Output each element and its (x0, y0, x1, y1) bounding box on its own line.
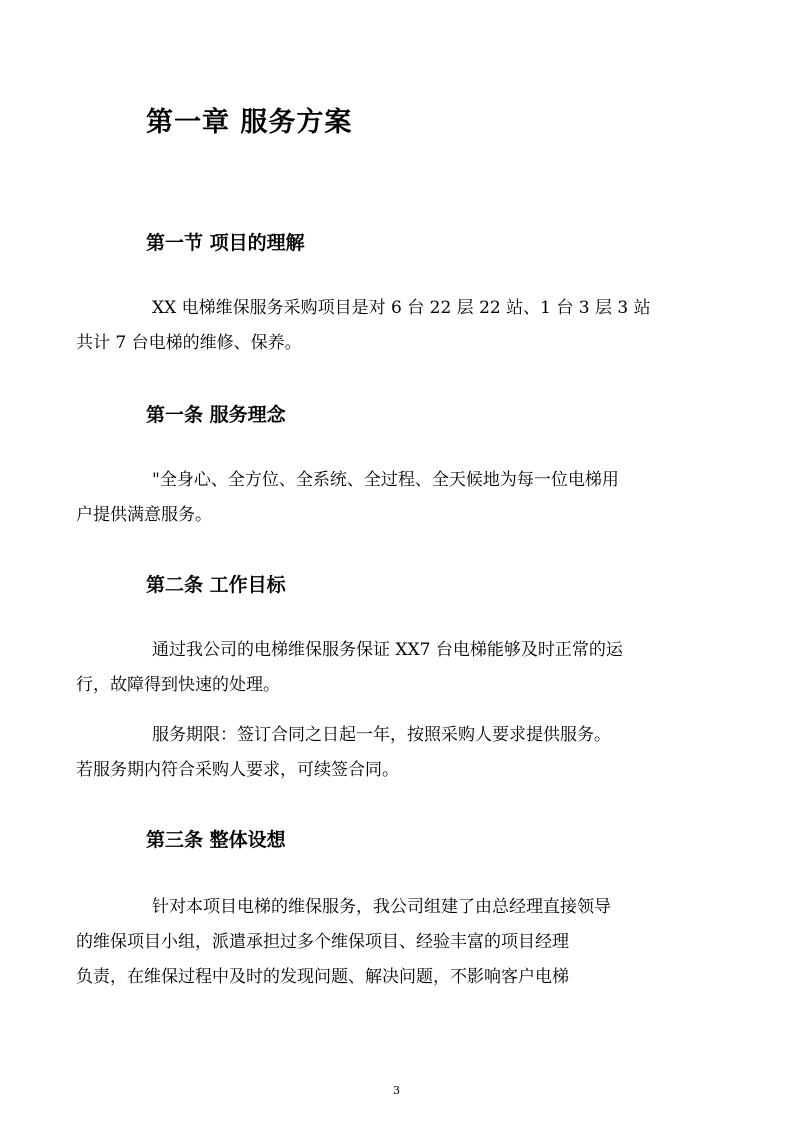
paragraph-line: 通过我公司的电梯维保服务保证 XX7 台电梯能够及时正常的运 (152, 640, 623, 660)
paragraph-overall-plan (76, 890, 674, 995)
paragraph-service-period (76, 718, 674, 788)
paragraph-project-scope (76, 291, 674, 361)
paragraph-line: 共计 7 台电梯的维修、保养。 (76, 333, 302, 353)
paragraph-line: 的维保项目小组，派遣承担过多个维保项目、经验丰富的项目经理 (76, 932, 569, 952)
section-heading-work-goals: 第二条 工作目标 (146, 574, 286, 596)
paragraph-line: 服务期限：签订合同之日起一年，按照采购人要求提供服务。 (152, 725, 611, 745)
section-heading-service-philosophy: 第一条 服务理念 (146, 404, 286, 426)
paragraph-line: 负责，在维保过程中及时的发现问题、解决问题，不影响客户电梯 (76, 967, 569, 987)
chapter-title: 第一章 服务方案 (146, 107, 353, 138)
paragraph-line: 户提供满意服务。 (76, 505, 212, 525)
section-heading-overall-plan: 第三条 整体设想 (146, 829, 286, 851)
paragraph-service-philosophy (76, 463, 674, 533)
paragraph-line: "全身心、全方位、全系统、全过程、全天候地为每一位电梯用 (152, 470, 619, 490)
paragraph-line: XX 电梯维保服务采购项目是对 6 台 22 层 22 站、1 台 3 层 3 站 (152, 298, 651, 318)
paragraph-line: 若服务期内符合采购人要求，可续签合同。 (76, 760, 399, 780)
paragraph-work-goals (76, 633, 674, 703)
section-heading-project-understanding: 第一节 项目的理解 (146, 232, 305, 254)
page-number: 3 (393, 1084, 400, 1097)
paragraph-line: 针对本项目电梯的维保服务，我公司组建了由总经理直接领导 (152, 897, 611, 917)
paragraph-line: 行，故障得到快速的处理。 (76, 675, 280, 695)
